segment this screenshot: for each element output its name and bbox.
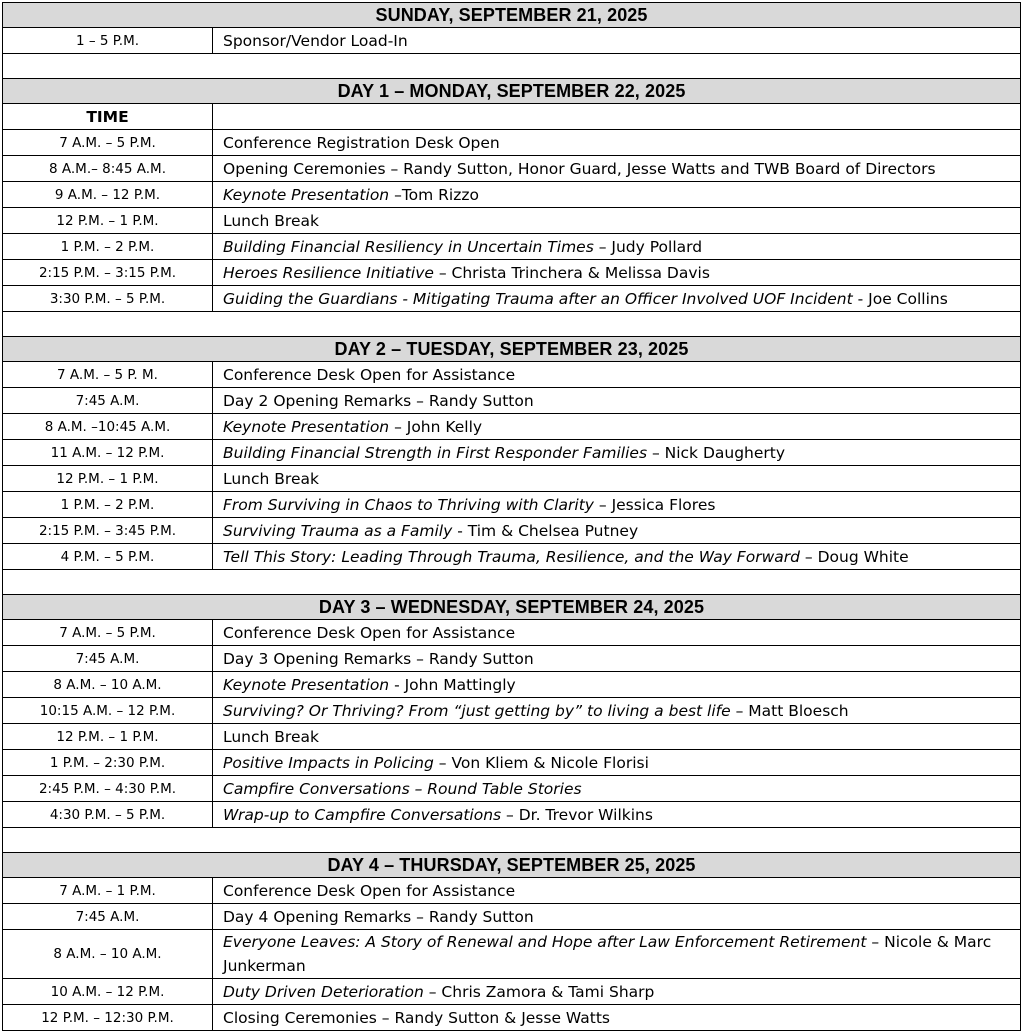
spacer-row [3,312,1021,337]
day-header-day3 [3,595,1021,620]
session-time: 8 A.M. –10:45 A.M. [3,414,213,440]
session-time: 12 P.M. – 1 P.M. [3,208,213,234]
session-event [213,1005,1021,1031]
schedule-row [3,646,1021,672]
session-event [213,440,1021,466]
session-time: 8 A.M. – 10 A.M. [3,930,213,979]
time-column-header: TIME [3,104,213,130]
session-title: Surviving? Or Thriving? From “just getting by” to living a best life [223,701,731,720]
session-event [213,362,1021,388]
schedule-row [3,440,1021,466]
day-header-text: DAY 4 – THURSDAY, SEPTEMBER 25, 2025 [3,853,1021,878]
session-time: 2:15 P.M. – 3:45 P.M. [3,518,213,544]
session-time: 10 A.M. – 12 P.M. [3,979,213,1005]
session-title: Keynote Presentation [223,185,395,204]
session-time: 7 A.M. – 5 P. M. [3,362,213,388]
session-speakers: – Doug White [799,547,909,566]
session-time: 7 A.M. – 5 P.M. [3,620,213,646]
session-time: 12 P.M. – 12:30 P.M. [3,1005,213,1031]
spacer-row [3,54,1021,79]
schedule-row [3,414,1021,440]
session-time: 4:30 P.M. – 5 P.M. [3,802,213,828]
session-event [213,698,1021,724]
session-title: Day 2 Opening Remarks – Randy Sutton [223,391,534,410]
session-time: 7 A.M. – 5 P.M. [3,130,213,156]
schedule-row [3,724,1021,750]
session-title: Keynote Presentation [223,675,390,694]
session-time: 10:15 A.M. – 12 P.M. [3,698,213,724]
session-title: Lunch Break [223,211,319,230]
session-event [213,724,1021,750]
session-speakers: – Nick Daugherty [647,443,786,462]
spacer-row [3,828,1021,853]
session-time: 1 P.M. – 2 P.M. [3,234,213,260]
session-event [213,492,1021,518]
session-title: Positive Impacts in Policing [223,753,434,772]
schedule-row [3,260,1021,286]
schedule-row [3,930,1021,979]
session-event [213,878,1021,904]
day-header-sunday [3,3,1021,28]
session-title: Conference Desk Open for Assistance [223,881,516,900]
session-event [213,234,1021,260]
schedule-row [3,286,1021,312]
session-title: Conference Desk Open for Assistance [223,623,516,642]
session-event [213,544,1021,570]
session-time: 1 P.M. – 2 P.M. [3,492,213,518]
session-title: Lunch Break [223,727,319,746]
session-time: 2:15 P.M. – 3:15 P.M. [3,260,213,286]
session-title: Opening Ceremonies – Randy Sutton, Honor Guard, Jesse Watts and TWB Board of Directors [223,159,936,178]
schedule-row [3,466,1021,492]
session-time: 7 A.M. – 1 P.M. [3,878,213,904]
session-time: 7:45 A.M. [3,646,213,672]
session-title: Day 3 Opening Remarks – Randy Sutton [223,649,534,668]
schedule-row [3,878,1021,904]
session-event [213,672,1021,698]
agenda-table [2,2,1021,1031]
session-title: Everyone Leaves: A Story of Renewal and Hope after Law Enforcement Retirement [223,933,867,951]
day-header-text: DAY 3 – WEDNESDAY, SEPTEMBER 24, 2025 [3,595,1021,620]
day-header-text: SUNDAY, SEPTEMBER 21, 2025 [3,3,1021,28]
session-time: 8 A.M. – 10 A.M. [3,672,213,698]
session-title: Surviving Trauma as a Family [223,521,453,540]
session-event [213,260,1021,286]
session-time: 9 A.M. – 12 P.M. [3,182,213,208]
session-event [213,466,1021,492]
session-event [213,979,1021,1005]
schedule-row [3,776,1021,802]
session-title: Heroes Resilience Initiative [223,263,434,282]
session-title: Building Financial Strength in First Responder Families [223,443,648,462]
schedule-row [3,388,1021,414]
session-event [213,130,1021,156]
session-time: 12 P.M. – 1 P.M. [3,466,213,492]
session-event [213,28,1021,54]
session-time: 2:45 P.M. – 4:30 P.M. [3,776,213,802]
day-header-text: DAY 1 – MONDAY, SEPTEMBER 22, 2025 [3,79,1021,104]
day-header-day2 [3,337,1021,362]
session-speakers: –Tom Rizzo [394,185,479,204]
schedule-row [3,1005,1021,1031]
session-time: 8 A.M.– 8:45 A.M. [3,156,213,182]
session-event [213,930,1021,979]
session-title: Guiding the Guardians - Mitigating Trauma after an Officer Involved UOF Incident [223,289,853,308]
session-time: 7:45 A.M. [3,388,213,414]
session-speakers: - John Mattingly [389,675,516,694]
session-speakers: – Dr. Trevor Wilkins [501,805,653,824]
session-title: Wrap-up to Campfire Conversations [223,805,502,824]
session-time: 1 P.M. – 2:30 P.M. [3,750,213,776]
time-column-header-row [3,104,1021,130]
session-event [213,518,1021,544]
schedule-row [3,182,1021,208]
schedule-row [3,234,1021,260]
session-event [213,776,1021,802]
schedule-row [3,156,1021,182]
session-time: 1 – 5 P.M. [3,28,213,54]
schedule-row [3,698,1021,724]
session-event [213,620,1021,646]
session-title: From Surviving in Chaos to Thriving with Clarity [223,495,594,514]
session-speakers: – Chris Zamora & Tami Sharp [423,982,655,1001]
session-speakers: – Judy Pollard [593,237,703,256]
schedule-row [3,518,1021,544]
schedule-row [3,130,1021,156]
schedule-row [3,208,1021,234]
session-speakers: – Von Kliem & Nicole Florisi [433,753,649,772]
session-speakers: – Jessica Flores [593,495,716,514]
schedule-row [3,904,1021,930]
spacer-row [3,570,1021,595]
session-event [213,414,1021,440]
schedule-row [3,544,1021,570]
session-event [213,646,1021,672]
session-time: 12 P.M. – 1 P.M. [3,724,213,750]
day-header-text: DAY 2 – TUESDAY, SEPTEMBER 23, 2025 [3,337,1021,362]
session-event [213,750,1021,776]
session-event [213,182,1021,208]
session-title: Lunch Break [223,469,319,488]
day-header-day1 [3,79,1021,104]
session-speakers: – Christa Trinchera & Melissa Davis [433,263,710,282]
session-event [213,156,1021,182]
day-header-day4 [3,853,1021,878]
session-title: Duty Driven Deterioration [223,982,424,1001]
session-speakers: – Matt Bloesch [730,701,849,720]
session-event [213,904,1021,930]
agenda-document [2,2,1020,1031]
schedule-row [3,492,1021,518]
session-speakers: - Joe Collins [852,289,948,308]
session-title: Conference Registration Desk Open [223,133,500,152]
session-title: Building Financial Resiliency in Uncertain Times [223,237,594,256]
session-time: 3:30 P.M. – 5 P.M. [3,286,213,312]
schedule-row [3,28,1021,54]
session-title: Tell This Story: Leading Through Trauma, Resilience, and the Way Forward [223,547,800,566]
schedule-row [3,672,1021,698]
session-time: 11 A.M. – 12 P.M. [3,440,213,466]
session-title: Sponsor/Vendor Load-In [223,31,408,50]
session-title: Keynote Presentation [223,417,390,436]
session-title: Day 4 Opening Remarks – Randy Sutton [223,907,534,926]
schedule-row [3,362,1021,388]
session-title: Closing Ceremonies – Randy Sutton & Jesse Watts [223,1008,610,1027]
session-time: 4 P.M. – 5 P.M. [3,544,213,570]
session-event [213,208,1021,234]
session-speakers: - Tim & Chelsea Putney [452,521,639,540]
schedule-row [3,750,1021,776]
session-title: Conference Desk Open for Assistance [223,365,516,384]
schedule-row [3,802,1021,828]
session-speakers: – Nicole & Marc Junkerman [223,933,992,975]
schedule-row [3,620,1021,646]
session-event [213,802,1021,828]
session-title: Campfire Conversations – Round Table Stories [223,779,582,798]
session-event [213,388,1021,414]
schedule-row [3,979,1021,1005]
session-event [213,286,1021,312]
session-time: 7:45 A.M. [3,904,213,930]
session-speakers: – John Kelly [389,417,483,436]
